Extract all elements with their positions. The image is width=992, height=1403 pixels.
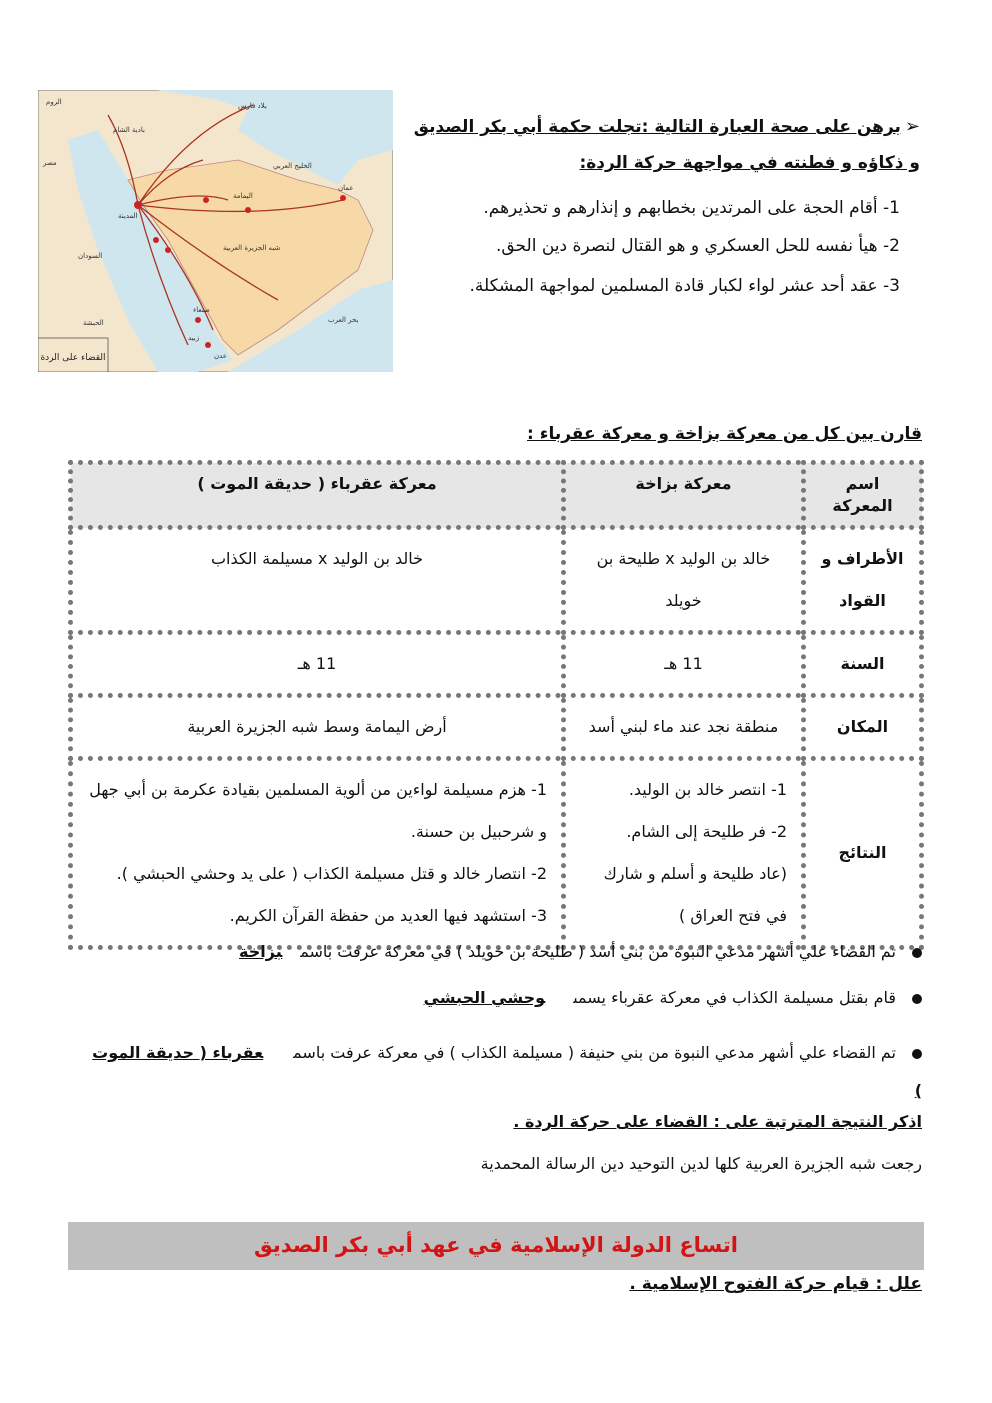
prove-point: 3- عقد أحد عشر لواء لكبار قادة المسلمين لمواجهة المشكلة. bbox=[469, 276, 900, 296]
prove-heading-line2: و ذكاؤه و فطنته في مواجهة حركة الردة: bbox=[579, 153, 920, 173]
row-label-parties: الأطراف و القواد bbox=[804, 528, 922, 633]
cell-buzakha-parties: خالد بن الوليد x طليحة بن خويلد bbox=[564, 528, 804, 633]
header-buzakha: معركة بزاخة bbox=[564, 463, 804, 528]
cell-buzakha-place: منطقة نجد عند ماء لبني أسد bbox=[564, 696, 804, 759]
result-text: رجعت شبه الجزيرة العربية كلها لدين التوحيد دين الرسالة المحمدية bbox=[480, 1154, 922, 1173]
row-label-year: السنة bbox=[804, 633, 922, 696]
cell-aqraba-year: 11 هـ bbox=[71, 633, 564, 696]
comparison-table bbox=[68, 460, 924, 950]
result-line: 3- استشهد فيها العديد من حفظة القرآن الكريم. bbox=[229, 906, 547, 925]
prove-point: 2- هيأ نفسه للحل العسكري و هو القتال لنصرة دين الحق. bbox=[495, 236, 900, 256]
table-row bbox=[71, 528, 922, 633]
prove-heading: ➢برهن على صحة العبارة التالية :تجلت حكمة أبي بكر الصديق bbox=[413, 116, 920, 137]
result-line: 2- انتصار خالد و قتل مسيلمة الكذاب ( على يد وحشي الحبشي ). bbox=[116, 864, 547, 883]
cell-buzakha-year: 11 هـ bbox=[564, 633, 804, 696]
bullet-item: قام بقتل مسيلمة الكذاب في معركة عقرباء يسمىوحشي الحبشي bbox=[424, 988, 922, 1007]
arrow-bullet-icon: ➢ bbox=[904, 116, 920, 137]
compare-heading: قارن بين كل من معركة بزاخة و معركة عقرباء : bbox=[527, 424, 922, 444]
result-line: 1- هزم مسيلمة لواءين من ألوية المسلمين بقيادة عكرمة بن أبي جهل و شرحبيل بن حسنة. bbox=[89, 780, 547, 841]
svg-text:عمان: عمان bbox=[338, 184, 354, 192]
map-label: بلاد فارس bbox=[238, 102, 267, 110]
svg-text:مصر: مصر bbox=[43, 159, 57, 167]
result-line: 2- فر طليحة إلى الشام. bbox=[626, 822, 787, 841]
result-line: (عاد طليحة و أسلم و شارك في فتح العراق ) bbox=[603, 864, 787, 925]
header-aqraba: معركة عقرباء ( حديقة الموت ) bbox=[71, 463, 564, 528]
cell-aqraba-place: أرض اليمامة وسط شبه الجزيرة العربية bbox=[71, 696, 564, 759]
section-banner-title: اتساع الدولة الإسلامية في عهد أبي بكر الصديق bbox=[253, 1233, 739, 1257]
bullet-dot-icon bbox=[912, 1049, 922, 1059]
result-line: 1- انتصر خالد بن الوليد. bbox=[628, 780, 787, 799]
cell-aqraba-results bbox=[71, 759, 564, 948]
ridda-map-image bbox=[38, 90, 393, 372]
bullet-item: تم القضاء علي أشهر مدعي النبوة من بني أسد ( طليحة بن خويلد ) في معركة عرفت باسمبزاخة bbox=[239, 942, 922, 961]
table-row bbox=[71, 633, 922, 696]
header-battle-name: اسم المعركة bbox=[804, 463, 922, 528]
table-row bbox=[71, 759, 922, 948]
result-heading: اذكر النتيجة المترتبة على : القضاء على حركة الردة . bbox=[513, 1112, 922, 1131]
answer: عقرباء ( حديقة الموت ) bbox=[92, 1043, 922, 1100]
table-header-row bbox=[71, 463, 922, 528]
cell-aqraba-parties: خالد بن الوليد x مسيلمة الكذاب bbox=[71, 528, 564, 633]
bullet-dot-icon bbox=[912, 948, 922, 958]
svg-text:الخليج العربي: الخليج العربي bbox=[273, 162, 312, 170]
cell-buzakha-results bbox=[564, 759, 804, 948]
svg-text:بادية الشام: بادية الشام bbox=[113, 126, 145, 134]
svg-text:المدينة: المدينة bbox=[118, 212, 138, 220]
svg-text:شبه الجزيرة العربية: شبه الجزيرة العربية bbox=[223, 244, 281, 252]
reason-heading: علل : قيام حركة الفتوح الإسلامية . bbox=[629, 1274, 922, 1294]
svg-text:الحبشة: الحبشة bbox=[83, 319, 104, 327]
prove-point: 1- أقام الحجة على المرتدين بخطابهم و إنذارهم و تحذيرهم. bbox=[483, 198, 900, 218]
bullet-dot-icon bbox=[912, 994, 922, 1004]
svg-text:زبيد: زبيد bbox=[188, 334, 200, 342]
svg-text:بحر العرب: بحر العرب bbox=[328, 316, 359, 324]
answer: بزاخة bbox=[239, 942, 283, 961]
svg-text:اليمامة: اليمامة bbox=[233, 192, 253, 200]
svg-text:السودان: السودان bbox=[78, 252, 103, 260]
answer: وحشي الحبشي bbox=[423, 988, 546, 1007]
svg-text:القضاء على الردة: القضاء على الردة bbox=[40, 353, 106, 363]
row-label-place: المكان bbox=[804, 696, 922, 759]
svg-text:عدن: عدن bbox=[214, 352, 227, 360]
bullet-item: تم القضاء علي أشهر مدعي النبوة من بني حنيفة ( مسيلمة الكذاب ) في معركة عرفت باسمعقرباء ( حديقة الموت ) bbox=[92, 1043, 922, 1100]
section-banner bbox=[68, 1222, 924, 1270]
svg-text:صنعاء: صنعاء bbox=[193, 306, 210, 314]
svg-text:الروم: الروم bbox=[46, 98, 62, 106]
table-row bbox=[71, 696, 922, 759]
row-label-results: النتائج bbox=[804, 759, 922, 948]
